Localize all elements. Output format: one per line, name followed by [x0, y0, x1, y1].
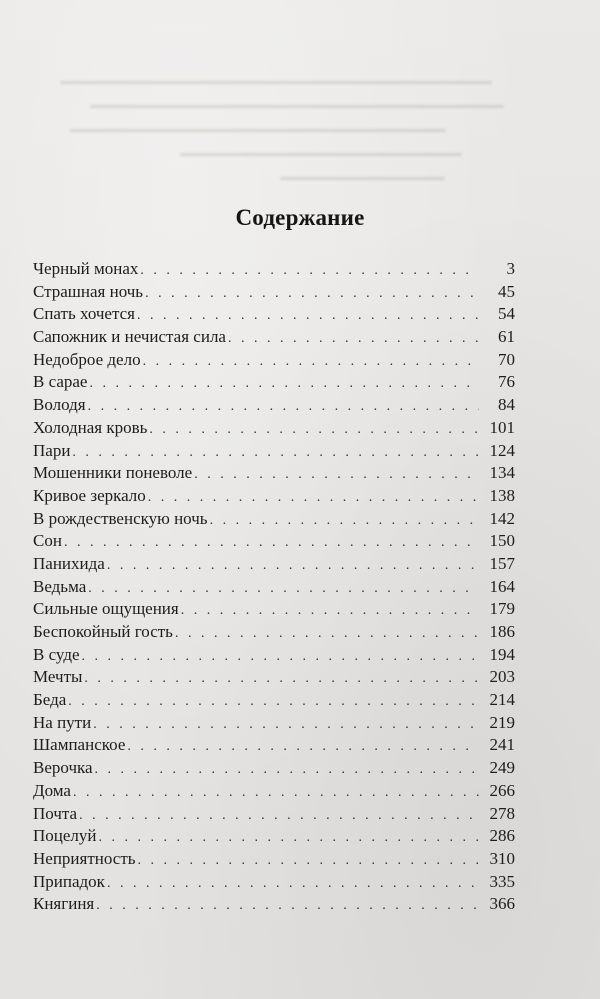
dot-leader — [99, 827, 479, 850]
dot-leader — [88, 396, 479, 419]
toc-entry-title: Сон — [33, 531, 62, 551]
toc-entry-page: 335 — [489, 871, 515, 891]
contents-heading: Содержание — [235, 205, 365, 230]
toc-entry-title: Беспокойный гость — [33, 622, 173, 641]
toc-entry — [33, 871, 515, 894]
toc-entry-title: Княгиня — [33, 894, 95, 914]
dot-leader — [64, 532, 479, 555]
dot-leader — [181, 600, 479, 623]
toc-entry — [33, 349, 515, 372]
dot-leader — [84, 668, 479, 691]
toc-entry — [33, 598, 515, 621]
toc-entry-title: Ведьма — [33, 576, 87, 596]
toc-entry-title: Сапожник и нечистая сила — [33, 327, 226, 347]
toc-entry — [33, 576, 515, 599]
toc-entry — [33, 303, 515, 326]
toc-entry — [33, 689, 515, 712]
dot-leader — [82, 646, 479, 669]
dot-leader — [148, 487, 479, 510]
toc-entry — [33, 780, 515, 803]
toc-entry — [33, 530, 515, 553]
toc-entry-page: 138 — [489, 485, 515, 505]
toc-entry-title: Страшная ночь — [33, 281, 144, 301]
toc-entry-title: В сарае — [33, 372, 88, 392]
dot-leader — [127, 736, 479, 759]
toc-entry-page: 150 — [489, 531, 515, 551]
dot-leader — [194, 464, 479, 487]
dot-leader — [140, 260, 479, 283]
toc-entry-title: Почта — [33, 803, 78, 823]
toc-entry-page: 219 — [489, 712, 515, 732]
toc-entry-title: Спать хочется — [33, 304, 135, 324]
dot-leader — [96, 895, 479, 918]
toc-entry-title: В суде — [33, 644, 80, 664]
toc-entry-page: 194 — [489, 644, 515, 664]
toc-entry-title: Володя — [33, 395, 86, 415]
toc-entry-title: Недоброе дело — [33, 349, 141, 369]
toc-entry-title: Черный монах — [33, 259, 139, 278]
toc-entry-page: 70 — [498, 349, 515, 369]
toc-entry-page: 54 — [498, 304, 515, 324]
toc-entry-page: 186 — [489, 622, 515, 641]
toc-entry — [33, 757, 515, 780]
dot-leader — [93, 714, 479, 737]
toc-entry — [33, 440, 515, 463]
dot-leader — [143, 351, 479, 374]
toc-entry-page: 203 — [489, 667, 515, 687]
toc-entry — [33, 712, 515, 735]
toc-entry-page: 76 — [498, 372, 515, 392]
dot-leader — [210, 510, 479, 533]
toc-entry-title: Припадок — [33, 871, 105, 891]
toc-entry-page: 157 — [489, 553, 515, 573]
dot-leader — [79, 805, 479, 828]
toc-entry-page: 179 — [489, 599, 515, 619]
toc-entry — [33, 553, 515, 576]
toc-entry-title: Поцелуй — [33, 826, 97, 846]
toc-entry-title: Неприятность — [33, 848, 136, 868]
toc-entry-title: Шампанское — [33, 735, 126, 755]
toc-entry — [33, 893, 515, 916]
dot-leader — [95, 759, 479, 782]
dot-leader — [73, 782, 479, 805]
toc-entry-page: 164 — [489, 576, 515, 596]
toc-entry — [33, 666, 515, 689]
toc-entry — [33, 258, 515, 281]
toc-entry-title: На пути — [33, 712, 92, 732]
toc-entry-title: Сильные ощущения — [33, 599, 179, 619]
toc-entry-title: Мошенники поневоле — [33, 463, 193, 483]
toc-entry — [33, 734, 515, 757]
dot-leader — [68, 691, 479, 714]
toc-entry-page: 366 — [489, 894, 515, 914]
toc-entry-page: 61 — [498, 327, 515, 347]
toc-entry-page: 134 — [489, 463, 515, 483]
toc-entry — [33, 417, 515, 440]
toc-entry — [33, 848, 515, 871]
toc-entry — [33, 394, 515, 417]
toc-entry-title: Пари — [33, 440, 71, 460]
toc-entry — [33, 462, 515, 485]
toc-entry-title: Дома — [33, 780, 71, 800]
toc-entry-page: 266 — [489, 780, 515, 800]
dot-leader — [145, 283, 479, 306]
toc-entry-title: Мечты — [33, 667, 83, 687]
toc-entry-title: Беда — [33, 690, 67, 710]
table-of-contents — [33, 258, 515, 916]
toc-entry-page: 84 — [498, 395, 515, 415]
dot-leader — [107, 873, 479, 896]
toc-entry-title: Верочка — [33, 758, 93, 778]
dot-leader — [175, 623, 479, 646]
toc-entry-page: 286 — [489, 826, 515, 846]
toc-entry-title: В рождественскую ночь — [33, 508, 208, 528]
toc-entry-page: 278 — [489, 803, 515, 823]
toc-entry-title: Кривое зеркало — [33, 485, 146, 505]
dot-leader — [89, 373, 479, 396]
toc-entry — [33, 825, 515, 848]
toc-entry-title: Холодная кровь — [33, 417, 148, 437]
toc-entry — [33, 281, 515, 304]
dot-leader — [137, 305, 479, 328]
toc-entry-page: 142 — [489, 508, 515, 528]
toc-entry-page: 310 — [489, 848, 515, 868]
toc-entry-page: 101 — [489, 417, 515, 437]
toc-entry — [33, 371, 515, 394]
toc-entry-page: 214 — [489, 690, 515, 710]
toc-entry-page: 3 — [506, 259, 515, 278]
dot-leader — [228, 328, 479, 351]
toc-entry-page: 249 — [489, 758, 515, 778]
toc-entry — [33, 803, 515, 826]
toc-entry-page: 45 — [498, 281, 515, 301]
toc-entry — [33, 485, 515, 508]
toc-entry-title: Панихида — [33, 553, 105, 573]
toc-entry — [33, 621, 515, 644]
dot-leader — [88, 578, 479, 601]
toc-entry-page: 124 — [489, 440, 515, 460]
toc-entry — [33, 326, 515, 349]
show-through-text — [60, 60, 530, 180]
toc-entry — [33, 508, 515, 531]
toc-entry — [33, 644, 515, 667]
dot-leader — [149, 419, 479, 442]
dot-leader — [72, 442, 479, 465]
toc-entry-page: 241 — [489, 735, 515, 755]
dot-leader — [107, 555, 479, 578]
dot-leader — [138, 850, 479, 873]
